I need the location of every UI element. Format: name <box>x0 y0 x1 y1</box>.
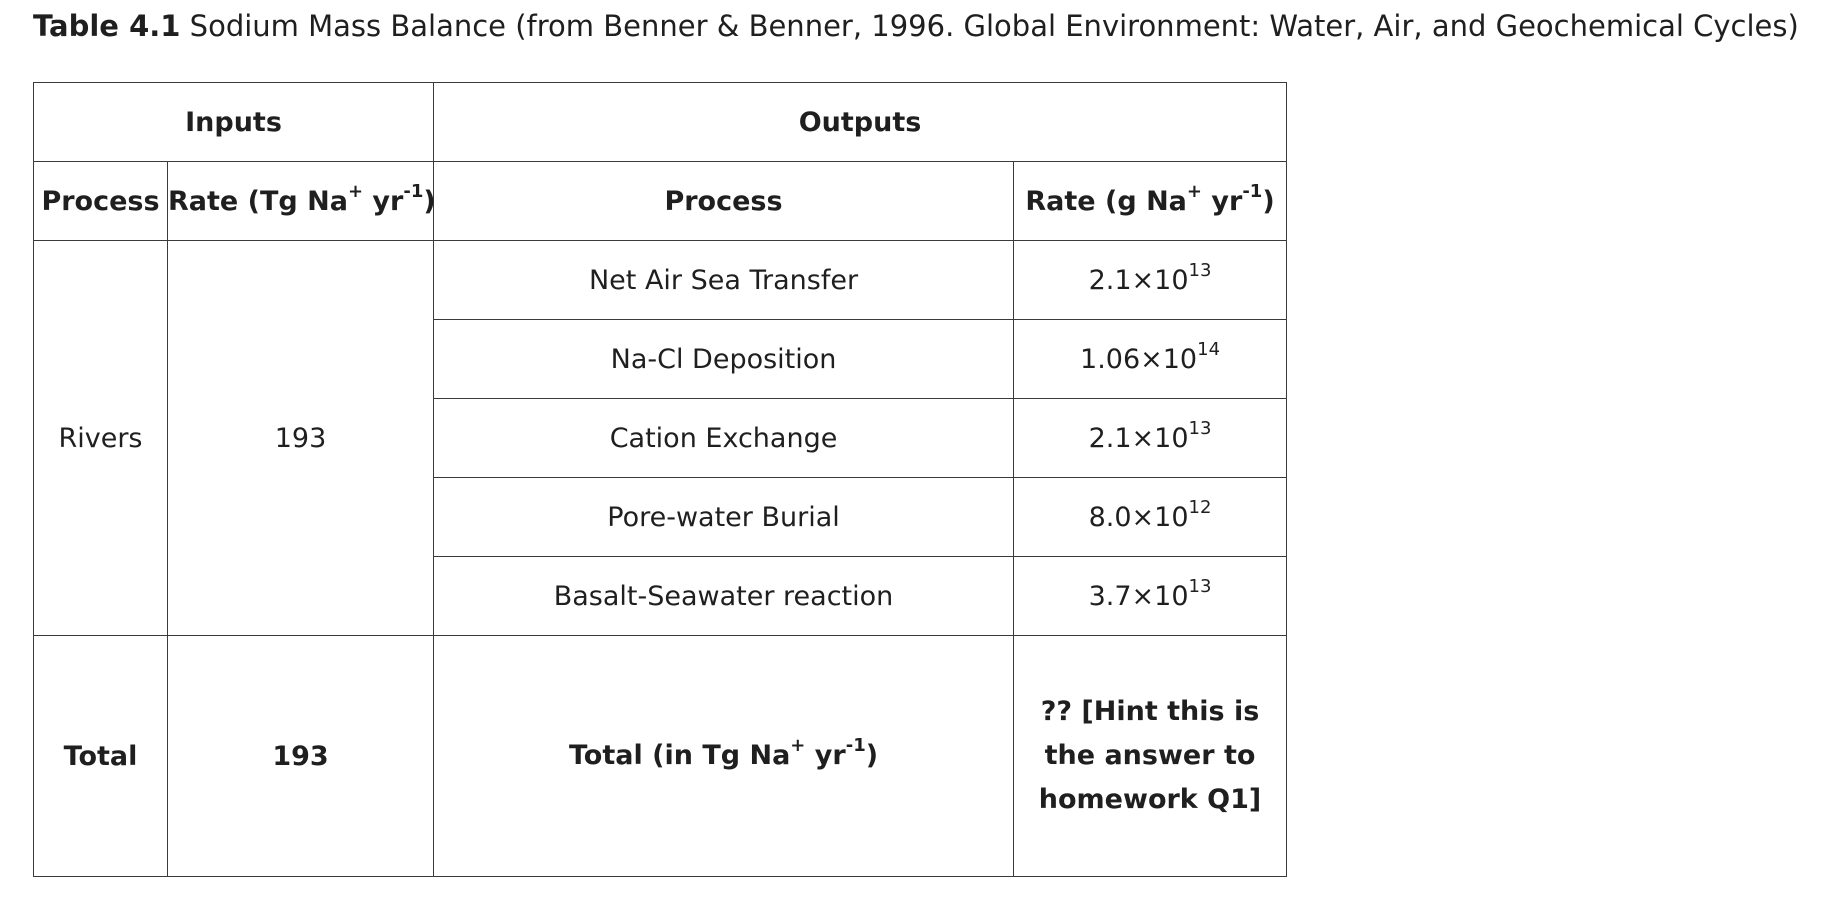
input-rate-cell: 193 <box>168 241 434 636</box>
rate-exponent: 13 <box>1188 259 1212 281</box>
table-row <box>34 241 1287 320</box>
output-rate-suffix: ) <box>1262 185 1275 217</box>
output-total-prefix: Total (in Tg Na <box>568 740 791 771</box>
input-rate-suffix: ) <box>423 185 436 217</box>
input-rate-prefix: Rate (Tg Na <box>168 185 348 217</box>
caption-text: Sodium Mass Balance (from Benner & Benner, 1996. Global Environment: Water, Air, and Geochemical Cycles) <box>180 9 1799 43</box>
output-process-cell: Basalt-Seawater reaction <box>434 557 1014 636</box>
table-caption <box>33 6 1799 46</box>
output-rate-cell <box>1014 478 1287 557</box>
sodium-mass-balance-table <box>33 82 1287 877</box>
output-rate-cell <box>1014 241 1287 320</box>
rate-exponent: 12 <box>1188 496 1212 518</box>
caption-label: Table 4.1 <box>33 9 181 43</box>
output-process-cell: Na-Cl Deposition <box>434 320 1014 399</box>
rate-mantissa: 8.0×10 <box>1088 501 1189 533</box>
input-total-label: Total <box>34 636 168 877</box>
input-total-value: 193 <box>168 636 434 877</box>
output-total-sup1: + <box>790 735 806 756</box>
output-total-sup2: -1 <box>845 735 866 756</box>
input-rate-mid: yr <box>363 185 404 217</box>
outputs-header: Outputs <box>434 83 1287 162</box>
output-rate-cell <box>1014 320 1287 399</box>
input-rate-header <box>168 162 434 241</box>
subheader-row <box>34 162 1287 241</box>
output-rate-cell <box>1014 399 1287 478</box>
hint-line-1: ?? [Hint this is <box>1040 696 1260 727</box>
total-row <box>34 636 1287 877</box>
output-process-cell: Net Air Sea Transfer <box>434 241 1014 320</box>
rate-exponent: 13 <box>1188 575 1212 597</box>
output-rate-cell <box>1014 557 1287 636</box>
rate-exponent: 14 <box>1197 338 1221 360</box>
rate-mantissa: 3.7×10 <box>1088 580 1189 612</box>
input-rate-sup1: + <box>347 180 364 202</box>
rate-mantissa: 2.1×10 <box>1088 264 1189 296</box>
output-rate-sup2: -1 <box>1242 180 1263 202</box>
output-total-hint <box>1014 636 1287 877</box>
output-rate-header <box>1014 162 1287 241</box>
output-total-label <box>434 636 1014 877</box>
rate-mantissa: 1.06×10 <box>1080 343 1198 375</box>
inputs-header: Inputs <box>34 83 434 162</box>
output-total-mid: yr <box>805 740 846 771</box>
output-rate-prefix: Rate (g Na <box>1025 185 1187 217</box>
output-rate-mid: yr <box>1201 185 1243 217</box>
output-process-cell: Pore-water Burial <box>434 478 1014 557</box>
input-process-header: Process <box>34 162 168 241</box>
rate-mantissa: 2.1×10 <box>1088 422 1189 454</box>
header-row <box>34 83 1287 162</box>
output-total-suffix: ) <box>865 740 879 771</box>
rate-exponent: 13 <box>1188 417 1212 439</box>
output-process-header: Process <box>434 162 1014 241</box>
output-rate-sup1: + <box>1186 180 1202 202</box>
input-rate-sup2: -1 <box>403 180 424 202</box>
hint-line-3: homework Q1] <box>1038 784 1262 815</box>
hint-line-2: the answer to <box>1044 740 1256 771</box>
input-process-cell: Rivers <box>34 241 168 636</box>
output-process-cell: Cation Exchange <box>434 399 1014 478</box>
